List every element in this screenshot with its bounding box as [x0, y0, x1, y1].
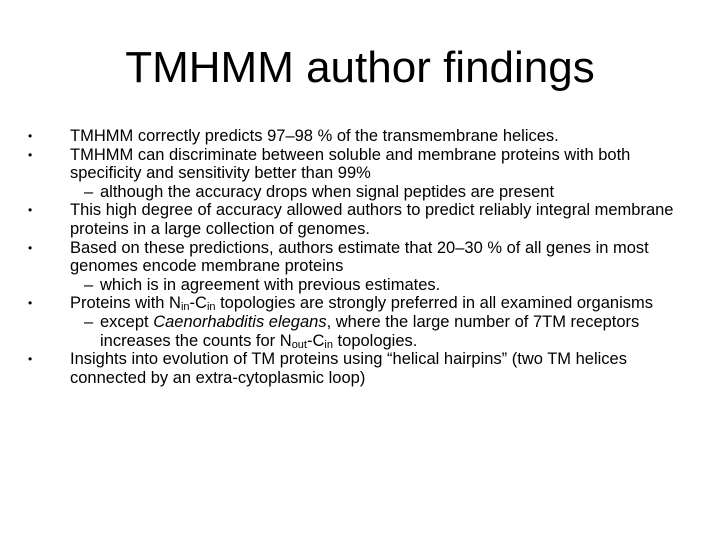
- bullet-5-text-b: -C: [189, 294, 207, 313]
- sub-bullet-item-5: [28, 313, 698, 350]
- sub-5-species-name: Caenorhabditis elegans: [153, 312, 327, 331]
- slide-title: TMHMM author findings: [125, 43, 595, 92]
- bullet-5-text-a: Proteins with N: [70, 294, 181, 313]
- sub-5-subscript-a: out: [291, 338, 307, 351]
- bullet-item-5: [28, 294, 698, 313]
- bullet-5-text-c: topologies are strongly preferred in all examined organisms: [215, 294, 653, 313]
- bullet-5-subscript-b: in: [206, 301, 216, 314]
- bullet-item-2: • TMHMM can discriminate between soluble and membrane proteins with both specificity and sensitivity better than 99%: [28, 146, 698, 183]
- sub-5-text-a: except: [100, 312, 154, 331]
- bullet-item-6: • Insights into evolution of TM proteins using “helical hairpins” (two TM helices connected by an extra-cytoplasmic loop): [28, 350, 698, 387]
- bullet-item-3: • This high degree of accuracy allowed authors to predict reliably integral membrane proteins in a large collection of genomes.: [28, 201, 698, 238]
- sub-5-text-c: -C: [306, 331, 325, 350]
- sub-bullet-item-2: – although the accuracy drops when signal peptides are present: [28, 183, 698, 202]
- bullet-item-1: • TMHMM correctly predicts 97–98 % of the transmembrane helices.: [28, 127, 698, 146]
- sub-5-text-b: , where the large number of 7TM receptors increases the counts for N: [100, 312, 640, 350]
- sub-5-subscript-b: in: [324, 338, 333, 351]
- bullet-list: [28, 127, 698, 387]
- bullet-item-4: • Based on these predictions, authors estimate that 20–30 % of all genes in most genomes encode membrane proteins: [28, 239, 698, 276]
- sub-5-text-d: topologies.: [332, 331, 418, 350]
- sub-bullet-item-4: – which is in agreement with previous estimates.: [28, 276, 698, 295]
- bullet-5-subscript-a: in: [180, 301, 190, 314]
